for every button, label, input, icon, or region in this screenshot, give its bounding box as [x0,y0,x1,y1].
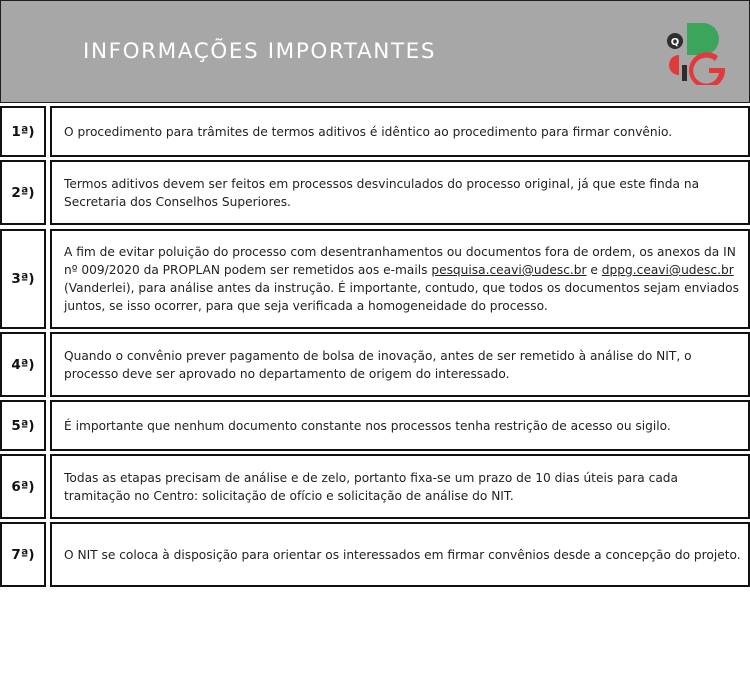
item-text [64,243,742,315]
item-number: 1ª) [0,106,46,157]
info-item-2 [0,160,750,225]
item-number: 2ª) [0,160,46,225]
item-number: 3ª) [0,229,46,329]
item-text: É importante que nenhum documento constante nos processos tenha restrição de acesso ou sigilo. [64,418,671,433]
item-number: 7ª) [0,522,46,587]
item-text: Quando o convênio prever pagamento de bolsa de inovação, antes de ser remetido à análise do NIT, o processo deve ser aprovado no departamento de origem do interessado. [64,348,692,381]
item-number: 4ª) [0,332,46,397]
info-item-6 [0,454,750,519]
nit-logo-icon [665,21,729,85]
info-item-5 [0,400,750,451]
info-item-4 [0,332,750,397]
item-text: O NIT se coloca à disposição para orientar os interessados em firmar convênios desde a concepção do projeto. [64,547,741,562]
header-banner [0,0,750,103]
info-item-3 [0,229,750,329]
info-item-1 [0,106,750,157]
item-text-part: A fim de evitar poluição do processo com desentranhamentos ou documentos fora de ordem, os anexos da IN nº 009/2020 da PROPLAN podem ser remetidos aos e-mails [64,245,736,277]
email-link-pesquisa[interactable]: pesquisa.ceavi@udesc.br [431,263,587,277]
svg-text:Q: Q [670,37,680,48]
info-item-7 [0,522,750,587]
item-text-part: e [586,263,602,277]
page-title: INFORMAÇÕES IMPORTANTES [83,39,437,64]
item-text: Termos aditivos devem ser feitos em processos desvinculados do processo original, já que este finda na Secretaria dos Conselhos Superiores. [64,176,700,209]
item-text: O procedimento para trâmites de termos aditivos é idêntico ao procedimento para firmar convênio. [64,124,673,139]
item-number: 5ª) [0,400,46,451]
item-text-part: (Vanderlei), para análise antes da instrução. É importante, contudo, que todos os documentos sejam enviados juntos, se isso ocorrer, para que seja verificada a homogeneidade do processo. [64,281,739,313]
email-link-dppg[interactable]: dppg.ceavi@udesc.br [601,263,734,277]
item-text: Todas as etapas precisam de análise e de zelo, portanto fixa-se um prazo de 10 dias úteis para cada tramitação no Centro: solicitação de ofício e solicitação de análise do NIT. [64,470,679,503]
item-number: 6ª) [0,454,46,519]
